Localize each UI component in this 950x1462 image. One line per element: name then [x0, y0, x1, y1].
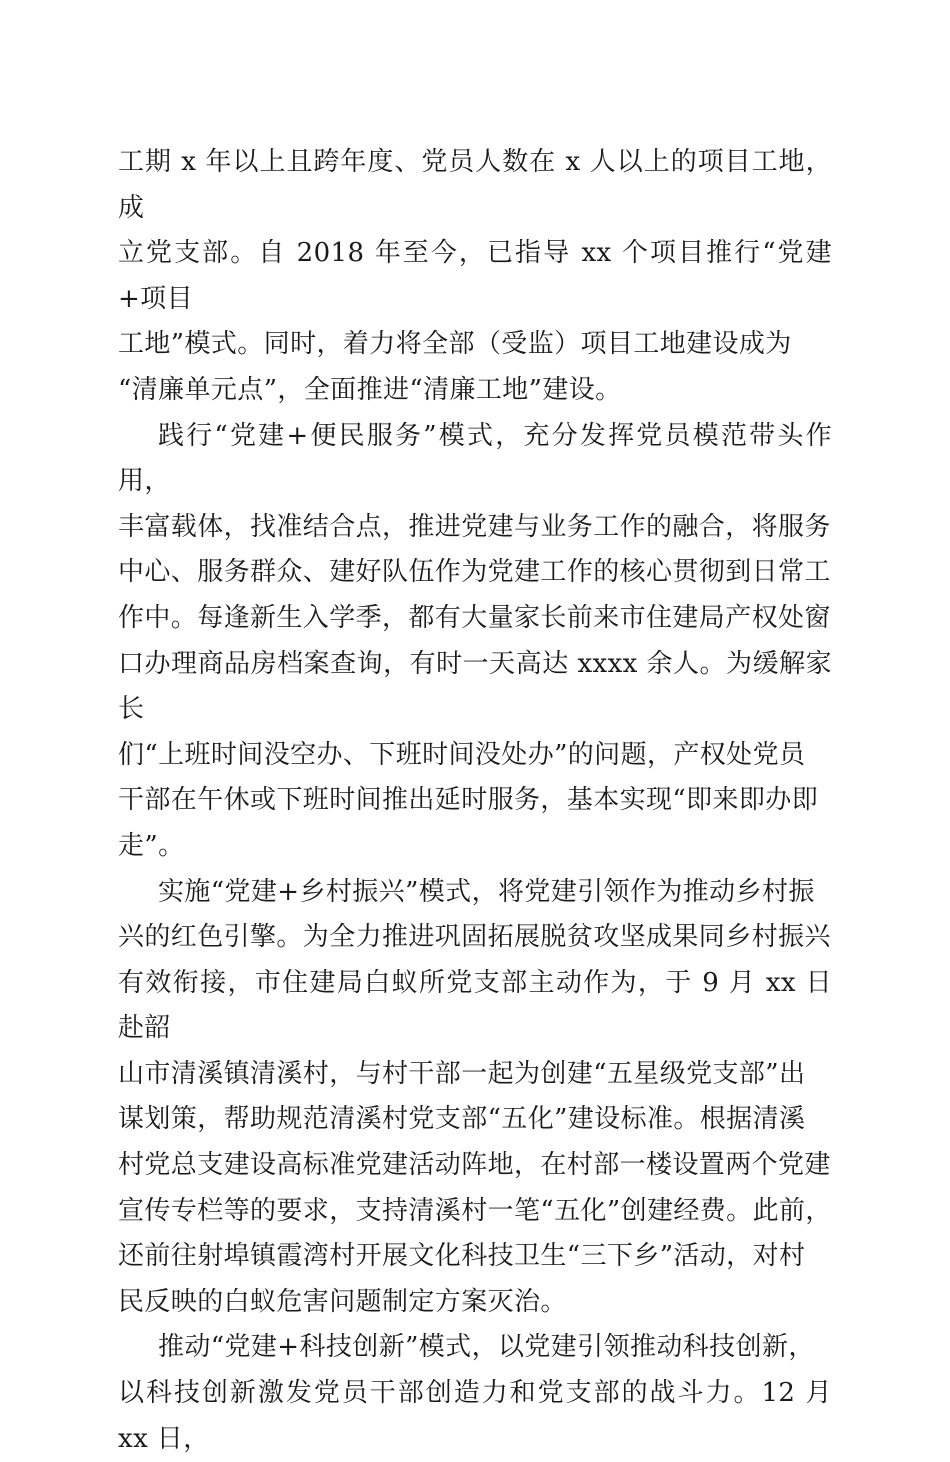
text-line: “清廉单元点”，全面推进“清廉工地”建设。 — [118, 374, 622, 405]
text-line: 作中。每逢新生入学季，都有大量家长前来市住建局产权处窗 — [118, 602, 831, 633]
text-line: 实施“党建+乡村振兴”模式，将党建引领作为推动乡村振 — [158, 876, 815, 907]
text-line: 还前往射埠镇霞湾村开展文化科技卫生“三下乡”活动，对村 — [118, 1241, 806, 1272]
text-line: 立党支部。自 2018 年至今，已指导 xx 个项目推行“党建+项目 — [118, 238, 832, 314]
text-line: 践行“党建+便民服务”模式，充分发挥党员模范带头作用， — [118, 420, 832, 497]
paragraph-tech-innovation — [118, 1325, 832, 1462]
text-line: 中心、服务群众、建好队伍作为党建工作的核心贯彻到日常工 — [118, 557, 831, 588]
text-line: 山市清溪镇清溪村，与村干部一起为创建“五星级党支部”出 — [118, 1058, 806, 1089]
text-line: 谋划策，帮助规范清溪村党支部“五化”建设标准。根据清溪 — [118, 1104, 806, 1135]
text-line: 工地”模式。同时，着力将全部（受监）项目工地建设成为 — [118, 329, 792, 360]
text-line: 兴的红色引擎。为全力推进巩固拓展脱贫攻坚成果同乡村振兴 — [118, 922, 831, 953]
text-line: 干部在午休或下班时间推出延时服务，基本实现“即来即办即 — [118, 785, 819, 816]
text-line: 宣传专栏等的要求，支持清溪村一笔“五化”创建经费。此前， — [118, 1195, 832, 1226]
text-line: 民反映的白蚁危害问题制定方案灭治。 — [118, 1286, 567, 1317]
text-line: 推动“党建+科技创新”模式，以党建引领推动科技创新， — [158, 1332, 815, 1363]
document-body — [118, 140, 832, 1462]
text-line: 工期 x 年以上且跨年度、党员人数在 x 人以上的项目工地，成 — [118, 147, 832, 223]
paragraph-project-site — [118, 140, 832, 414]
text-line: 丰富载体，找准结合点，推进党建与业务工作的融合，将服务 — [118, 511, 831, 542]
text-line: 以科技创新激发党员干部创造力和党支部的战斗力。12 月 xx 日， — [118, 1378, 832, 1454]
text-line: 们“上班时间没空办、下班时间没处办”的问题，产权处党员 — [118, 739, 806, 770]
paragraph-convenience-service — [118, 414, 832, 870]
text-line: 走”。 — [118, 830, 185, 861]
text-line: 村党总支建设高标准党建活动阵地，在村部一楼设置两个党建 — [118, 1150, 831, 1181]
text-line: 口办理商品房档案查询，有时一天高达 xxxx 余人。为缓解家长 — [118, 648, 832, 725]
paragraph-rural-revitalization — [118, 870, 832, 1326]
text-line: 有效衔接，市住建局白蚁所党支部主动作为，于 9 月 xx 日赴韶 — [118, 967, 832, 1044]
